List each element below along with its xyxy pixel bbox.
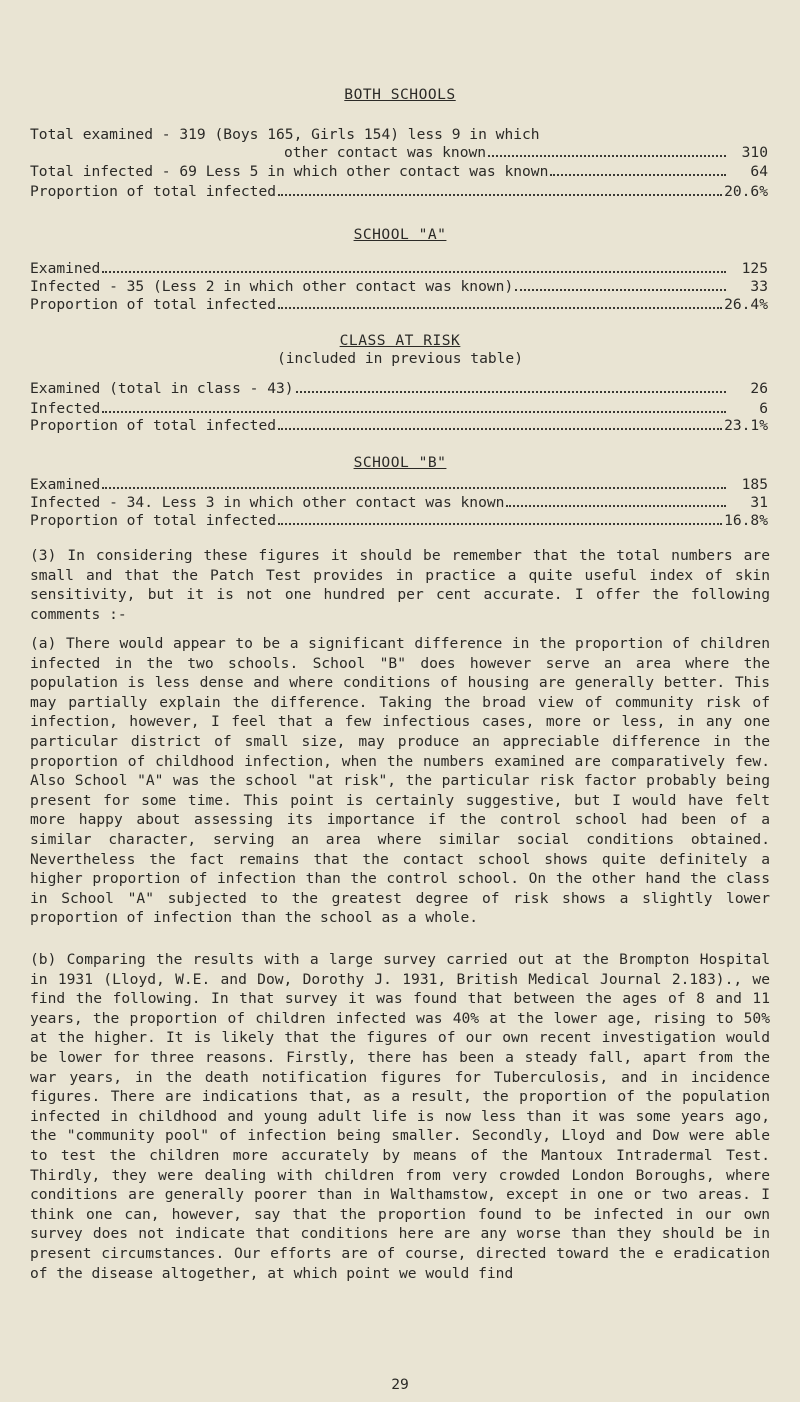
row-label: Total infected - 69 Less 5 in which other contact was known [30, 163, 549, 180]
dot-leader [550, 174, 726, 176]
row-label: Total examined - 319 (Boys 165, Girls 154) less 9 in which [30, 126, 540, 143]
row-value: 310 [741, 144, 768, 161]
dot-leader [102, 411, 726, 413]
row-infected [30, 494, 768, 511]
paragraph-3: (3) In considering these figures it should be remember that the total numbers are small and that the Patch Test provides in practice a quite useful index of skin sensitivity, but it is not one hundred per cent accurate. I offer the following comments :- [30, 547, 770, 623]
dot-leader [296, 391, 726, 393]
row-proportion [30, 512, 768, 529]
row-label: Examined [30, 260, 101, 277]
row-proportion [30, 296, 768, 313]
row-infected [30, 400, 768, 417]
dot-leader [278, 523, 722, 525]
row-infected [30, 278, 768, 295]
row-label: Proportion of total infected [30, 296, 277, 313]
row-label: other contact was known [284, 144, 487, 161]
dot-leader [102, 271, 726, 273]
paragraph-b: (b) Comparing the results with a large survey carried out at the Brompton Hospital in 1931 (Lloyd, W.E. and Dow, Dorothy J. 1931, British Medical Journal 2.183)., we find the following. In that survey it was found that between the ages of 8 and 11 years, the proportion of children infected was 40% at the lower age, rising to 50% at the higher. It is likely that the figures of our own recent investigation would be lower for three reasons. Firstly, there has been a steady fall, apart from the war years, in the death notification figures for Tuberculosis, and in incidence figures. There are indications that, as a result, the proportion of the population infected in childhood and young adult life is now less than it was some years ago, the "community pool" of infection being smaller. Secondly, Lloyd and Dow were able to test the children more accurately by means of the Mantoux Intradermal Test. Thirdly, they were dealing with children from very crowded London Boroughs, where conditions are generally poorer than in Walthamstow, except in one or two areas. I think one can, however, say that the proportion found to be infected in our own survey does not indicate that conditions here are any worse than they should be in present circumstances. Our efforts are of course, directed toward the e eradication of the disease altogether, at which point we would find [30, 951, 770, 1282]
row-value: 125 [741, 260, 768, 277]
section-heading-class-at-risk: CLASS AT RISK [339, 332, 461, 349]
dot-leader [278, 307, 722, 309]
dot-leader [278, 194, 722, 196]
row-label: Infected - 35 (Less 2 in which other contact was known) [30, 278, 514, 295]
section-subheading: (included in previous table) [276, 350, 523, 367]
row-label: Proportion of total infected [30, 183, 277, 200]
dot-leader [488, 155, 726, 157]
row-proportion [30, 183, 768, 200]
row-total-examined-cont [284, 144, 768, 161]
row-label: Infected - 34. Less 3 in which other contact was known [30, 494, 505, 511]
row-label: Proportion of total infected [30, 512, 277, 529]
section-heading-school-b: SCHOOL "B" [353, 454, 447, 471]
row-value: 16.8% [724, 512, 768, 529]
row-total-infected [30, 163, 768, 180]
section-heading-school-a: SCHOOL "A" [353, 226, 447, 243]
row-value: 33 [750, 278, 768, 295]
dot-leader [278, 428, 722, 430]
row-value: 185 [741, 476, 768, 493]
dot-leader [515, 289, 726, 291]
row-value: 23.1% [724, 417, 768, 434]
row-value: 26.4% [724, 296, 768, 313]
section-heading-both-schools: BOTH SCHOOLS [344, 86, 456, 103]
row-examined [30, 476, 768, 493]
row-label: Infected [30, 400, 101, 417]
row-label: Examined [30, 476, 101, 493]
row-label: Examined (total in class - 43) [30, 380, 294, 397]
row-proportion [30, 417, 768, 434]
row-value: 20.6% [724, 183, 768, 200]
dot-leader [102, 487, 726, 489]
row-total-examined [30, 126, 768, 143]
row-value: 6 [759, 400, 768, 417]
row-examined [30, 260, 768, 277]
row-value: 64 [750, 163, 768, 180]
dot-leader [506, 505, 726, 507]
row-value: 26 [750, 380, 768, 397]
paragraph-a: (a) There would appear to be a significant difference in the proportion of children infected in the two schools. School "B" does however serve an area where the population is less dense and where conditions of housing are generally better. This may partially explain the difference. Taking the broad view of community risk of infection, however, I feel that a few infectious cases, more or less, in any one particular district of small size, may produce an appreciable difference in the proportion of childhood infection, when the numbers examined are comparatively few. Also School "A" was the school "at risk", the particular risk factor probably being present for some time. This point is certainly suggestive, but I would have felt more happy about assessing its importance if the control school had been of a similar character, serving an area where similar social conditions obtained. Nevertheless the fact remains that the contact school shows quite definitely a higher proportion of infection than the control school. On the other hand the class in School "A" subjected to the greatest degree of risk shows a slightly lower proportion of infection than the school as a whole. [30, 635, 770, 927]
row-value: 31 [750, 494, 768, 511]
row-label: Proportion of total infected [30, 417, 277, 434]
row-examined [30, 380, 768, 397]
page-number: 29 [391, 1376, 409, 1393]
